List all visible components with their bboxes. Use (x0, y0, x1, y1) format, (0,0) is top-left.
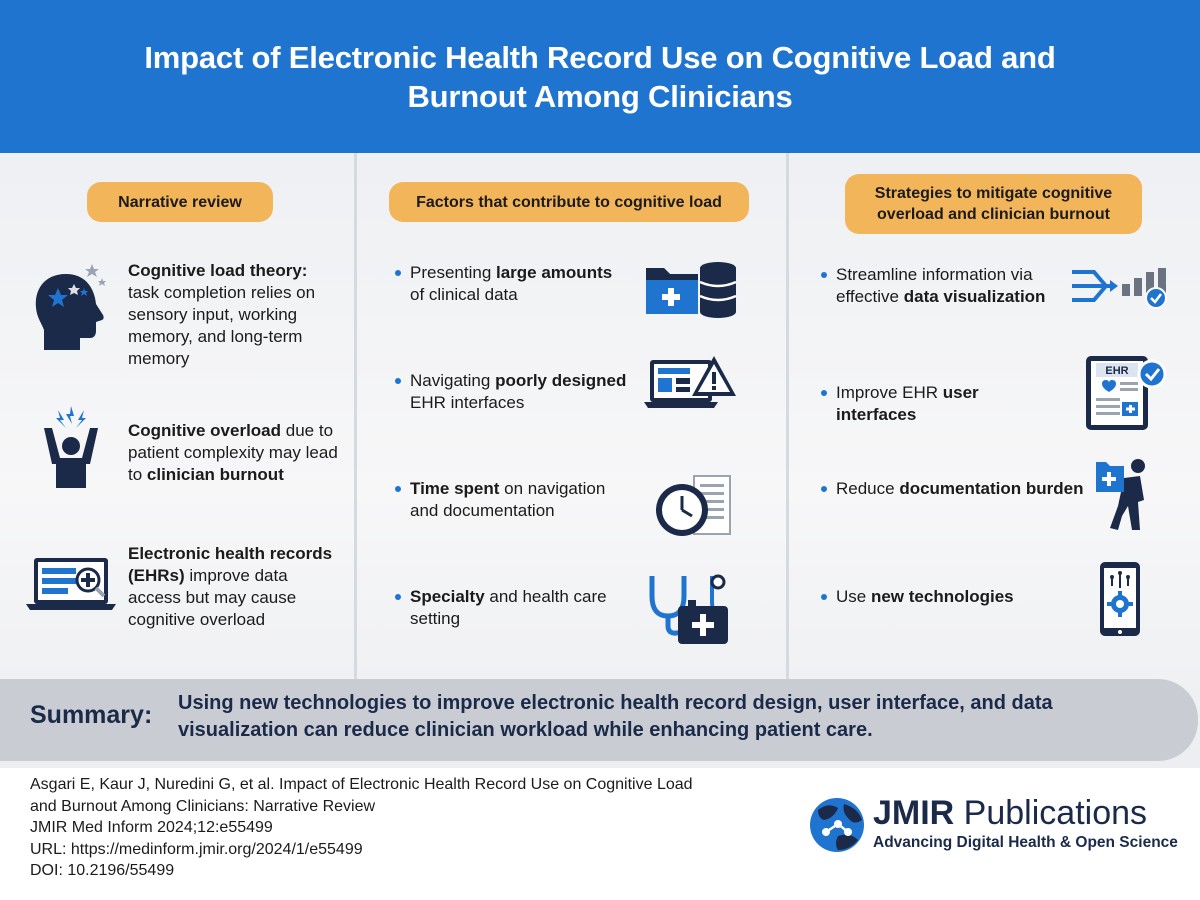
page-title: Impact of Electronic Health Record Use on Cognitive Load and Burnout Among Clinicians (144, 39, 1056, 114)
bullet-dot (821, 594, 827, 600)
item-text: on navigation and documentation (410, 479, 606, 520)
citation-line: and Burnout Among Clinicians: Narrative Review (30, 797, 376, 815)
laptop-record-icon (26, 556, 116, 614)
item-text: due to patient complexity may lead to (128, 421, 338, 484)
summary-label: Summary: (30, 701, 153, 729)
brand-name-rest: Publications (954, 794, 1148, 832)
strategy-item-user-interfaces (836, 382, 1062, 426)
item-text: Improve EHR (836, 383, 943, 402)
brand-name-bold: JMIR (873, 794, 955, 832)
item-bold-text: clinician burnout (146, 465, 284, 484)
item-bold-text: Cognitive overload (128, 421, 282, 440)
item-bold-text: user interfaces (836, 383, 979, 424)
bullet-dot (395, 378, 401, 384)
narrative-item-cognitive-load-theory (128, 260, 338, 370)
bullet-dot (821, 390, 827, 396)
strategy-item-new-technologies (836, 586, 1062, 608)
column-heading-factors: Factors that contribute to cognitive load (389, 182, 749, 222)
item-bold-text: data visualization (903, 287, 1046, 306)
citation-line-doi: DOI: 10.2196/55499 (30, 862, 175, 879)
column-heading-narrative-review: Narrative review (87, 182, 273, 222)
head-stars-icon (30, 258, 110, 354)
ehr-tablet-icon (1082, 352, 1168, 432)
item-text: Use (836, 587, 871, 606)
factor-item-poorly-designed (410, 370, 630, 414)
smartphone-gear-icon (1098, 560, 1142, 638)
brand-name (873, 794, 1147, 832)
citation-line: Asgari E, Kaur J, Nuredini G, et al. Impact of Electronic Health Record Use on Cognitive Load (30, 776, 693, 793)
item-text: task completion relies on sensory input, working memory, and long-term memory (128, 283, 316, 368)
factor-item-large-amounts (410, 262, 630, 306)
citation-line: JMIR Med Inform 2024;12:e55499 (30, 819, 273, 836)
item-bold-text: Time spent (410, 479, 500, 498)
header-banner (0, 0, 1200, 153)
strategy-item-data-visualization (836, 264, 1062, 308)
brand-tagline: Advancing Digital Health & Open Science (873, 834, 1178, 851)
factor-item-time-spent (410, 478, 630, 522)
item-text: improve data access but may cause cognitive overload (128, 566, 297, 629)
citation-block (30, 774, 790, 882)
clock-document-icon (654, 472, 734, 538)
ehr-label: EHR (1105, 365, 1129, 377)
narrative-item-cognitive-overload (128, 420, 338, 486)
citation-line-url: URL: https://medinform.jmir.org/2024/1/e55499 (30, 840, 363, 858)
item-text: Streamline information via effective (836, 265, 1033, 306)
item-text: Navigating (410, 371, 496, 390)
jmir-globe-logo-icon (808, 796, 866, 854)
item-bold-text: Electronic health records (EHRs) (128, 544, 333, 585)
narrative-item-ehrs (128, 543, 338, 631)
item-bold-text: new technologies (870, 587, 1014, 606)
laptop-warning-icon (644, 354, 738, 412)
item-text: of clinical data (410, 285, 518, 304)
bullet-dot (821, 272, 827, 278)
bullet-dot (821, 486, 827, 492)
factor-item-specialty (410, 586, 630, 630)
column-heading-strategies: Strategies to mitigate cognitive overload and clinician burnout (845, 174, 1142, 234)
folder-database-icon (644, 258, 738, 318)
bullet-dot (395, 486, 401, 492)
item-bold-text: documentation burden (899, 479, 1084, 498)
item-bold-text: poorly designed (495, 371, 627, 390)
stethoscope-medkit-icon (642, 570, 734, 646)
item-text: EHR interfaces (410, 393, 525, 412)
stressed-person-icon (38, 406, 104, 490)
item-bold-text: large amounts (496, 263, 613, 282)
data-visualization-icon (1070, 266, 1170, 310)
bullet-dot (395, 594, 401, 600)
item-bold-text: Cognitive load theory: (128, 261, 308, 280)
column-divider (354, 153, 357, 683)
person-carrying-folder-icon (1094, 456, 1150, 532)
summary-text: Using new technologies to improve electronic health record design, user interface, and data visualization can reduce clinician workload while enhancing patient care. (178, 692, 1053, 741)
column-divider (786, 153, 789, 683)
item-text: and health care setting (410, 587, 607, 628)
item-text: Reduce (836, 479, 900, 498)
strategy-item-documentation-burden (836, 478, 1086, 500)
item-text: Presenting (410, 263, 496, 282)
bullet-dot (395, 270, 401, 276)
item-bold-text: Specialty (410, 587, 485, 606)
